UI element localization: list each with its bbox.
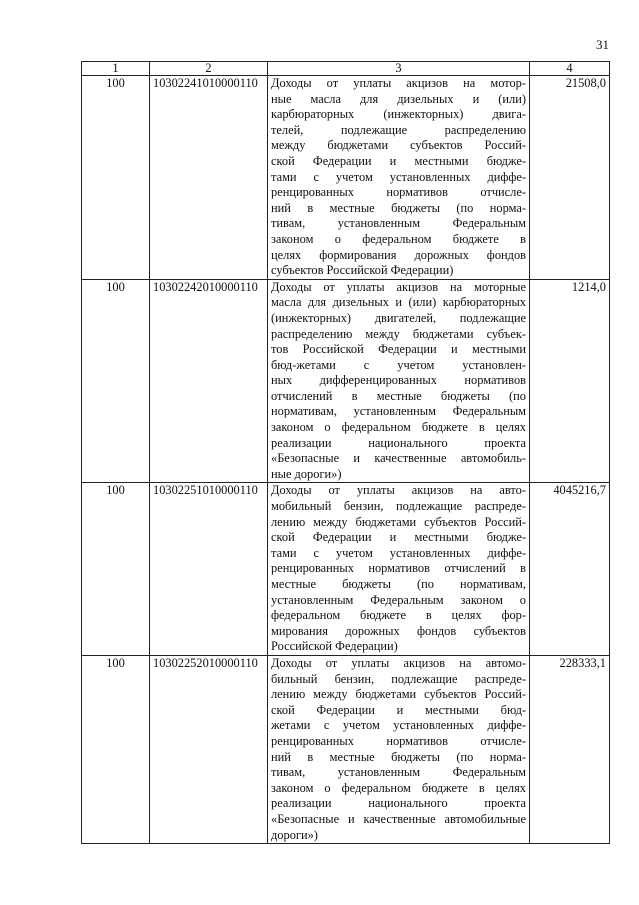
revenue-name-line: (инжекторных) двигателей, подлежащие xyxy=(271,310,526,325)
revenue-name-line: Доходы от уплаты акцизов на авто- xyxy=(271,483,526,498)
revenue-name-line: карбюраторных (инжекторных) двига- xyxy=(271,107,526,122)
row-level-code: 100 xyxy=(82,655,150,843)
revenue-name-line: реализации национального проекта xyxy=(271,435,526,450)
row-amount: 4045216,7 xyxy=(530,483,610,656)
revenue-name-line: дороги») xyxy=(271,827,318,842)
header-col-3: 3 xyxy=(268,62,530,76)
revenue-name-line: ний в местные бюджеты (по норма- xyxy=(271,749,526,764)
revenue-name-line: отчислений в местные бюджеты (по xyxy=(271,388,526,403)
row-revenue-name xyxy=(268,279,530,483)
row-level-code: 100 xyxy=(82,483,150,656)
row-revenue-name xyxy=(268,76,530,280)
revenue-name-line: законом о федеральном бюджете в xyxy=(271,231,526,246)
revenue-name-line: ской Федерации и местными бюдже- xyxy=(271,530,526,545)
revenue-name-line: Российской Федерации) xyxy=(271,639,398,654)
revenue-name-line: ний в местные бюджеты (по норма- xyxy=(271,200,526,215)
revenue-name-line: ные дороги») xyxy=(271,466,342,481)
row-level-code: 100 xyxy=(82,76,150,280)
row-budget-code: 10302242010000110 xyxy=(150,279,268,483)
revenue-name-line: тивам, установленным Федеральным xyxy=(271,216,526,231)
revenue-name-line: ской Федерации и местными бюдже- xyxy=(271,153,526,168)
row-budget-code: 10302241010000110 xyxy=(150,76,268,280)
header-col-4: 4 xyxy=(530,62,610,76)
revenue-name-line: бюд-жетами с учетом установлен- xyxy=(271,357,526,372)
table-body xyxy=(82,76,610,844)
row-level-code: 100 xyxy=(82,279,150,483)
revenue-name-line: «Безопасные и качественные автомобильные xyxy=(271,811,526,826)
header-col-2: 2 xyxy=(150,62,268,76)
row-amount: 228333,1 xyxy=(530,655,610,843)
revenue-name-line: тами с учетом установленных диффе- xyxy=(271,169,526,184)
revenue-name-line: ренцированных нормативов отчисле- xyxy=(271,733,526,748)
revenue-name-line: субъектов Российской Федерации) xyxy=(271,263,454,278)
page-number: 31 xyxy=(596,37,609,52)
revenue-name-line: ской Федерации и местными бюд- xyxy=(271,702,526,717)
revenue-name-line: Доходы от уплаты акцизов на мотор- xyxy=(271,76,526,90)
revenue-name-line: тами с учетом установленных диффе- xyxy=(271,545,526,560)
table-row xyxy=(82,483,610,656)
revenue-name-line: федеральном бюджете в целях фор- xyxy=(271,608,526,623)
row-budget-code: 10302252010000110 xyxy=(150,655,268,843)
revenue-name-line: целях формирования дорожных фондов xyxy=(271,247,526,262)
table-row xyxy=(82,279,610,483)
revenue-name-line: между бюджетами субъектов Россий- xyxy=(271,138,526,153)
revenue-name-line: «Безопасные и качественные автомобиль- xyxy=(271,451,526,466)
row-amount: 21508,0 xyxy=(530,76,610,280)
revenue-name-line: телей, подлежащие распределению xyxy=(271,122,526,137)
table-row xyxy=(82,76,610,280)
table-row xyxy=(82,655,610,843)
revenue-name-line: жетами с учетом установленных диффе- xyxy=(271,718,526,733)
revenue-name-line: местные бюджеты (по нормативам, xyxy=(271,577,526,591)
revenue-name-line: Доходы от уплаты акцизов на моторные xyxy=(271,279,526,294)
revenue-name-line: тов Российской Федерации и местными xyxy=(271,342,526,357)
revenue-name-line: масла для дизельных и (или) карбюраторных xyxy=(271,295,526,310)
revenue-name-line: ренцированных нормативов отчислений в xyxy=(271,561,526,576)
revenue-name-line: мирования дорожных фондов субъектов xyxy=(271,623,526,638)
revenue-name-line: ренцированных нормативов отчисле- xyxy=(271,185,526,200)
revenue-name-line: ных дифференцированных нормативов xyxy=(271,373,526,388)
revenue-name-line: лению между бюджетами субъектов Россий- xyxy=(271,687,526,702)
revenue-name-line: Доходы от уплаты акцизов на автомо- xyxy=(271,655,526,670)
row-revenue-name xyxy=(268,655,530,843)
revenue-name-line: распределению между бюджетами субъек- xyxy=(271,326,526,341)
revenue-name-line: мобильный бензин, подлежащие распреде- xyxy=(271,499,526,514)
revenue-name-line: лению между бюджетами субъектов Россий- xyxy=(271,514,526,529)
revenue-name-line: нормативам, установленным Федеральным xyxy=(271,404,526,419)
revenue-name-line: установленным Федеральным законом о xyxy=(271,592,526,607)
row-budget-code: 10302251010000110 xyxy=(150,483,268,656)
revenue-name-line: ные масла для дизельных и (или) xyxy=(271,91,526,106)
revenue-name-line: законом о федеральном бюджете в целях xyxy=(271,780,526,795)
revenue-name-line: реализации национального проекта xyxy=(271,796,526,811)
row-revenue-name xyxy=(268,483,530,656)
row-amount: 1214,0 xyxy=(530,279,610,483)
revenue-table xyxy=(81,61,610,844)
revenue-name-line: бильный бензин, подлежащие распреде- xyxy=(271,671,526,686)
revenue-name-line: тивам, установленным Федеральным xyxy=(271,765,526,780)
header-col-1: 1 xyxy=(82,62,150,76)
header-row xyxy=(82,62,610,76)
revenue-name-line: законом о федеральном бюджете в целях xyxy=(271,420,526,435)
